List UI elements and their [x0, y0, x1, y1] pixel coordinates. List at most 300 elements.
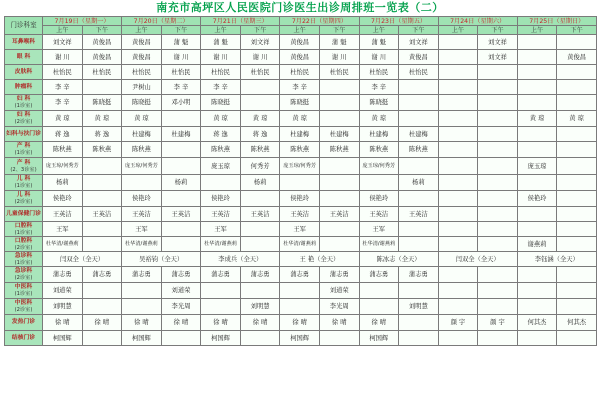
afternoon-doctor-cell: 刘文祥 [399, 35, 439, 50]
afternoon-doctor-cell [319, 222, 359, 237]
afternoon-doctor-cell: 杜怡民 [240, 65, 280, 80]
afternoon-doctor-cell [82, 175, 122, 191]
department-name: 儿童保健门诊 [6, 210, 41, 217]
department-row [5, 267, 597, 283]
morning-doctor-cell: 王英洁 [122, 207, 162, 222]
afternoon-doctor-cell: 刘文祥 [478, 50, 518, 65]
fullday-doctor-cell: 王 艳（全天） [280, 252, 359, 267]
morning-doctor-cell: 李 辛 [201, 80, 241, 95]
morning-doctor-cell [438, 283, 478, 299]
morning-doctor-cell: 陈晓挺 [201, 95, 241, 111]
afternoon-doctor-cell [478, 158, 518, 175]
afternoon-header: 下午 [161, 26, 201, 35]
morning-doctor-cell: 黄俊昌 [122, 35, 162, 50]
afternoon-doctor-cell: 陈晓挺 [82, 95, 122, 111]
fullday-doctor-cell: 李成兵（全天） [201, 252, 280, 267]
afternoon-doctor-cell [240, 283, 280, 299]
afternoon-doctor-cell: 徐 晴 [82, 315, 122, 331]
morning-doctor-cell: 杜建梅 [359, 127, 399, 142]
morning-doctor-cell [517, 175, 557, 191]
fullday-doctor-cell: 闫双全（全天） [438, 252, 517, 267]
afternoon-doctor-cell [399, 158, 439, 175]
morning-doctor-cell: 李 辛 [359, 80, 399, 95]
morning-doctor-cell [438, 142, 478, 158]
department-name: 妇 科 [16, 112, 31, 118]
morning-doctor-cell [280, 175, 320, 191]
afternoon-doctor-cell: 刘明慧 [399, 299, 439, 315]
department-row [5, 111, 597, 127]
afternoon-doctor-cell: 邓小明 [161, 95, 201, 111]
afternoon-doctor-cell: 刘文祥 [478, 35, 518, 50]
morning-doctor-cell: 柯国辉 [280, 331, 320, 346]
morning-doctor-cell: 蒲志勇 [359, 267, 399, 283]
afternoon-doctor-cell [557, 191, 597, 207]
morning-doctor-cell: 颜 宇 [438, 315, 478, 331]
afternoon-doctor-cell [557, 237, 597, 252]
morning-doctor-cell [438, 207, 478, 222]
afternoon-doctor-cell: 黄俊昌 [399, 50, 439, 65]
morning-doctor-cell [201, 175, 241, 191]
afternoon-doctor-cell: 杜怡民 [399, 65, 439, 80]
morning-doctor-cell: 黄 琼 [359, 111, 399, 127]
morning-doctor-cell [438, 175, 478, 191]
afternoon-doctor-cell: 黄俊昌 [82, 35, 122, 50]
morning-doctor-cell: 谢 川 [359, 50, 399, 65]
morning-doctor-cell: 杜华清/谢燕莉 [122, 237, 162, 252]
morning-header: 上午 [280, 26, 320, 35]
afternoon-doctor-cell [82, 299, 122, 315]
department-row [5, 237, 597, 252]
morning-doctor-cell: 陈秋燕 [43, 142, 83, 158]
morning-doctor-cell [438, 222, 478, 237]
day-header: 7月25日（星期日） [517, 17, 596, 26]
afternoon-doctor-cell: 何其杰 [557, 315, 597, 331]
afternoon-doctor-cell [161, 111, 201, 127]
afternoon-doctor-cell [82, 237, 122, 252]
afternoon-doctor-cell [319, 80, 359, 95]
morning-doctor-cell: 庞玉琼/何秀芳 [43, 158, 83, 175]
afternoon-doctor-cell [240, 331, 280, 346]
department-row [5, 95, 597, 111]
department-cell [5, 331, 43, 346]
afternoon-doctor-cell [557, 142, 597, 158]
morning-doctor-cell: 蒲志勇 [201, 267, 241, 283]
afternoon-doctor-cell [557, 80, 597, 95]
afternoon-doctor-cell [161, 142, 201, 158]
morning-doctor-cell: 蒲志勇 [43, 267, 83, 283]
department-name: 产 科 [16, 143, 31, 149]
morning-doctor-cell: 陈晓挺 [359, 95, 399, 111]
morning-doctor-cell: 杜华清/谢燕莉 [201, 237, 241, 252]
morning-doctor-cell: 柯国辉 [43, 331, 83, 346]
morning-doctor-cell [438, 111, 478, 127]
fullday-doctor-cell: 吴裕钧（全天） [122, 252, 201, 267]
afternoon-doctor-cell [557, 95, 597, 111]
morning-doctor-cell: 李 辛 [43, 80, 83, 95]
morning-doctor-cell: 徐 晴 [280, 315, 320, 331]
department-row [5, 222, 597, 237]
afternoon-doctor-cell [399, 95, 439, 111]
afternoon-header: 下午 [240, 26, 280, 35]
department-name: 皮肤科 [14, 68, 33, 75]
morning-doctor-cell [438, 331, 478, 346]
morning-doctor-cell [122, 299, 162, 315]
morning-doctor-cell: 庞玉琼/何秀芳 [359, 158, 399, 175]
morning-doctor-cell: 陈秋燕 [280, 142, 320, 158]
morning-doctor-cell [122, 175, 162, 191]
afternoon-doctor-cell [161, 237, 201, 252]
morning-doctor-cell: 侯艳玲 [280, 191, 320, 207]
department-cell [5, 175, 43, 191]
afternoon-doctor-cell [161, 158, 201, 175]
afternoon-doctor-cell [478, 65, 518, 80]
department-room: (1诊室) [14, 183, 33, 189]
morning-doctor-cell [201, 283, 241, 299]
morning-doctor-cell: 刘明慧 [43, 299, 83, 315]
afternoon-doctor-cell [478, 127, 518, 142]
afternoon-doctor-cell: 杨莉 [399, 175, 439, 191]
department-name: 妇科与扶门诊 [6, 130, 41, 137]
morning-doctor-cell: 王军 [201, 222, 241, 237]
morning-doctor-cell: 黄俊昌 [122, 50, 162, 65]
fullday-doctor-cell: 陈冰志（全天） [359, 252, 438, 267]
afternoon-doctor-cell: 蒋 逸 [240, 127, 280, 142]
morning-doctor-cell [438, 95, 478, 111]
morning-doctor-cell: 杜华清/谢燕莉 [280, 237, 320, 252]
department-cell [5, 50, 43, 65]
header-date-row [5, 17, 597, 26]
department-cell [5, 222, 43, 237]
morning-doctor-cell: 黄 琼 [280, 111, 320, 127]
afternoon-doctor-cell: 李光周 [319, 299, 359, 315]
afternoon-doctor-cell [557, 267, 597, 283]
afternoon-doctor-cell: 谢 川 [319, 50, 359, 65]
page-title: 南充市高坪区人民医院门诊医生出诊周排班一览表（二） [156, 1, 444, 14]
department-cell [5, 95, 43, 111]
morning-doctor-cell [438, 80, 478, 95]
afternoon-doctor-cell [319, 175, 359, 191]
afternoon-doctor-cell [319, 95, 359, 111]
department-name: 口腔科 [14, 222, 33, 229]
afternoon-doctor-cell [240, 191, 280, 207]
day-header: 7月19日（星期一） [43, 17, 122, 26]
morning-doctor-cell [438, 191, 478, 207]
afternoon-doctor-cell [82, 331, 122, 346]
morning-doctor-cell: 谢 川 [43, 50, 83, 65]
department-name: 产 科 [16, 159, 31, 166]
afternoon-doctor-cell: 黄 琼 [240, 111, 280, 127]
morning-doctor-cell [438, 50, 478, 65]
morning-doctor-cell [280, 283, 320, 299]
morning-doctor-cell [359, 299, 399, 315]
morning-doctor-cell [517, 127, 557, 142]
morning-doctor-cell [359, 175, 399, 191]
morning-doctor-cell: 蒲志勇 [280, 267, 320, 283]
department-cell [5, 191, 43, 207]
afternoon-doctor-cell [82, 283, 122, 299]
department-room: (1诊室) [14, 103, 33, 109]
morning-doctor-cell [517, 65, 557, 80]
department-cell [5, 127, 43, 142]
afternoon-doctor-cell: 杜建梅 [399, 127, 439, 142]
morning-doctor-cell [201, 299, 241, 315]
department-room: (2诊室) [14, 244, 33, 251]
afternoon-doctor-cell [478, 331, 518, 346]
schedule-table [4, 16, 597, 346]
department-cell [5, 237, 43, 252]
morning-doctor-cell: 陈秋燕 [359, 142, 399, 158]
morning-doctor-cell: 庞玉琼 [517, 158, 557, 175]
morning-doctor-cell [359, 283, 399, 299]
morning-doctor-cell [517, 35, 557, 50]
afternoon-doctor-cell [557, 175, 597, 191]
afternoon-doctor-cell [82, 191, 122, 207]
department-cell [5, 35, 43, 50]
afternoon-doctor-cell [557, 127, 597, 142]
morning-doctor-cell: 徐 晴 [122, 315, 162, 331]
afternoon-doctor-cell [319, 158, 359, 175]
afternoon-doctor-cell: 黄俊昌 [82, 50, 122, 65]
department-cell [5, 158, 43, 175]
afternoon-doctor-cell: 李光周 [161, 299, 201, 315]
morning-header: 上午 [359, 26, 399, 35]
morning-doctor-cell: 蒲 魁 [201, 35, 241, 50]
morning-doctor-cell: 黄俊昌 [280, 50, 320, 65]
afternoon-doctor-cell [478, 142, 518, 158]
morning-doctor-cell [517, 283, 557, 299]
morning-doctor-cell [438, 267, 478, 283]
morning-doctor-cell [517, 207, 557, 222]
morning-doctor-cell: 王军 [359, 222, 399, 237]
department-name: 结核门诊 [11, 334, 36, 341]
department-cell [5, 299, 43, 315]
morning-doctor-cell: 侯艳玲 [122, 191, 162, 207]
morning-doctor-cell: 陈秋燕 [201, 142, 241, 158]
afternoon-doctor-cell [399, 191, 439, 207]
morning-header: 上午 [122, 26, 162, 35]
afternoon-doctor-cell [399, 283, 439, 299]
morning-doctor-cell: 柯国辉 [122, 331, 162, 346]
department-row [5, 299, 597, 315]
afternoon-doctor-cell: 杨莉 [240, 175, 280, 191]
afternoon-doctor-cell: 蒋 逸 [82, 127, 122, 142]
morning-doctor-cell: 侯艳玲 [201, 191, 241, 207]
department-row [5, 142, 597, 158]
morning-header: 上午 [43, 26, 83, 35]
day-header: 7月24日（星期六） [438, 17, 517, 26]
morning-doctor-cell: 蒋 逸 [43, 127, 83, 142]
day-header: 7月20日（星期二） [122, 17, 201, 26]
afternoon-doctor-cell: 徐 晴 [161, 315, 201, 331]
department-row [5, 252, 597, 267]
department-cell [5, 315, 43, 331]
morning-doctor-cell: 柯国辉 [359, 331, 399, 346]
afternoon-doctor-cell: 陈秋燕 [319, 142, 359, 158]
morning-doctor-cell [438, 299, 478, 315]
department-room: (1诊室) [14, 150, 33, 156]
department-name: 口腔科 [14, 237, 33, 244]
morning-doctor-cell: 杨莉 [43, 175, 83, 191]
department-cell [5, 267, 43, 283]
department-cell [5, 252, 43, 267]
department-row [5, 35, 597, 50]
afternoon-doctor-cell [399, 80, 439, 95]
afternoon-doctor-cell [478, 191, 518, 207]
afternoon-doctor-cell [478, 222, 518, 237]
afternoon-doctor-cell [399, 331, 439, 346]
afternoon-header: 下午 [557, 26, 597, 35]
department-row [5, 315, 597, 331]
department-row [5, 175, 597, 191]
morning-doctor-cell [517, 222, 557, 237]
afternoon-doctor-cell [240, 222, 280, 237]
morning-doctor-cell: 王英洁 [201, 207, 241, 222]
department-name: 中医科 [14, 284, 33, 290]
morning-doctor-cell [438, 35, 478, 50]
afternoon-doctor-cell [557, 35, 597, 50]
afternoon-doctor-cell [478, 207, 518, 222]
department-row [5, 283, 597, 299]
morning-doctor-cell: 黄俊昌 [280, 35, 320, 50]
department-name: 中医科 [14, 300, 33, 306]
morning-doctor-cell [517, 142, 557, 158]
department-row [5, 127, 597, 142]
morning-doctor-cell: 侯艳玲 [359, 191, 399, 207]
afternoon-header: 下午 [319, 26, 359, 35]
department-cell [5, 80, 43, 95]
morning-doctor-cell: 蒋 逸 [201, 127, 241, 142]
morning-doctor-cell: 庞玉琼/何秀芳 [280, 158, 320, 175]
afternoon-doctor-cell: 徐 晴 [319, 315, 359, 331]
department-room: (2、3诊室) [10, 166, 37, 173]
afternoon-doctor-cell [557, 158, 597, 175]
morning-doctor-cell: 徐 晴 [359, 315, 399, 331]
morning-doctor-cell: 陈晓挺 [122, 95, 162, 111]
department-room: (1诊室) [14, 259, 33, 266]
afternoon-doctor-cell [240, 95, 280, 111]
department-row [5, 191, 597, 207]
afternoon-doctor-cell: 徐 晴 [240, 315, 280, 331]
department-name: 眼 科 [16, 53, 31, 60]
morning-doctor-cell: 谢燕莉 [517, 237, 557, 252]
afternoon-doctor-cell: 王英洁 [240, 207, 280, 222]
afternoon-doctor-cell: 何秀芳 [240, 158, 280, 175]
afternoon-doctor-cell: 王英洁 [161, 207, 201, 222]
fullday-doctor-cell: 李钰涵（全天） [517, 252, 596, 267]
department-room: (2诊室) [14, 199, 33, 205]
afternoon-doctor-cell: 王英洁 [399, 207, 439, 222]
afternoon-doctor-cell [399, 237, 439, 252]
department-name: 急诊科 [14, 252, 33, 259]
afternoon-doctor-cell [557, 65, 597, 80]
morning-doctor-cell: 王英洁 [43, 207, 83, 222]
morning-doctor-cell: 陈晓挺 [280, 95, 320, 111]
afternoon-header: 下午 [478, 26, 518, 35]
afternoon-doctor-cell [319, 331, 359, 346]
day-header: 7月21日（星期三） [201, 17, 280, 26]
afternoon-doctor-cell: 杜建梅 [161, 127, 201, 142]
afternoon-doctor-cell [82, 222, 122, 237]
afternoon-doctor-cell [240, 237, 280, 252]
morning-doctor-cell: 徐 晴 [43, 315, 83, 331]
afternoon-doctor-cell [399, 315, 439, 331]
morning-doctor-cell: 何其杰 [517, 315, 557, 331]
morning-doctor-cell: 杜怡民 [280, 65, 320, 80]
afternoon-doctor-cell: 谢 川 [161, 50, 201, 65]
afternoon-doctor-cell: 刘明慧 [240, 299, 280, 315]
morning-doctor-cell: 黄 琼 [43, 111, 83, 127]
department-room: (2诊室) [14, 307, 33, 313]
morning-doctor-cell: 黄 琼 [201, 111, 241, 127]
afternoon-header: 下午 [399, 26, 439, 35]
morning-doctor-cell: 黄 琼 [517, 111, 557, 127]
afternoon-doctor-cell: 谢 川 [240, 50, 280, 65]
morning-doctor-cell: 王军 [280, 222, 320, 237]
afternoon-doctor-cell [557, 331, 597, 346]
department-name: 儿 科 [16, 176, 31, 182]
department-row [5, 207, 597, 222]
morning-doctor-cell [517, 95, 557, 111]
afternoon-doctor-cell [478, 283, 518, 299]
fullday-doctor-cell: 闫双全（全天） [43, 252, 122, 267]
department-cell [5, 65, 43, 80]
afternoon-doctor-cell: 黄 琼 [82, 111, 122, 127]
afternoon-doctor-cell [557, 222, 597, 237]
morning-doctor-cell: 蒲 魁 [359, 35, 399, 50]
department-name: 儿 科 [16, 192, 31, 198]
morning-doctor-cell [438, 158, 478, 175]
morning-doctor-cell: 刘文祥 [43, 35, 83, 50]
morning-doctor-cell [517, 331, 557, 346]
morning-doctor-cell: 杜怡民 [359, 65, 399, 80]
day-header: 7月22日（星期四） [280, 17, 359, 26]
morning-doctor-cell [517, 80, 557, 95]
morning-header: 上午 [201, 26, 241, 35]
header-ampm-row [5, 26, 597, 35]
afternoon-doctor-cell [161, 222, 201, 237]
afternoon-doctor-cell [399, 222, 439, 237]
afternoon-doctor-cell [240, 80, 280, 95]
department-row [5, 65, 597, 80]
morning-doctor-cell: 徐 晴 [201, 315, 241, 331]
morning-doctor-cell: 杜华清/谢燕莉 [43, 237, 83, 252]
department-row [5, 331, 597, 346]
morning-doctor-cell: 庞玉琼 [201, 158, 241, 175]
department-room: (1诊室) [14, 291, 33, 297]
morning-doctor-cell: 王军 [122, 222, 162, 237]
afternoon-doctor-cell: 黄俊昌 [557, 50, 597, 65]
department-name: 妇 科 [16, 96, 31, 102]
afternoon-doctor-cell: 陈秋燕 [399, 142, 439, 158]
afternoon-doctor-cell: 李 辛 [161, 80, 201, 95]
afternoon-doctor-cell [82, 158, 122, 175]
afternoon-doctor-cell: 杨莉 [161, 175, 201, 191]
morning-doctor-cell: 李 辛 [43, 95, 83, 111]
afternoon-doctor-cell: 杜建梅 [319, 127, 359, 142]
morning-doctor-cell: 杜怡民 [201, 65, 241, 80]
morning-doctor-cell: 侯艳玲 [517, 191, 557, 207]
afternoon-doctor-cell [319, 237, 359, 252]
afternoon-doctor-cell: 刘道荣 [319, 283, 359, 299]
morning-doctor-cell: 李 辛 [280, 80, 320, 95]
afternoon-doctor-cell [478, 175, 518, 191]
morning-doctor-cell [438, 127, 478, 142]
afternoon-doctor-cell: 蒲 魁 [161, 35, 201, 50]
morning-doctor-cell [122, 283, 162, 299]
afternoon-doctor-cell [319, 111, 359, 127]
afternoon-doctor-cell [478, 80, 518, 95]
afternoon-doctor-cell: 黄 琼 [557, 111, 597, 127]
